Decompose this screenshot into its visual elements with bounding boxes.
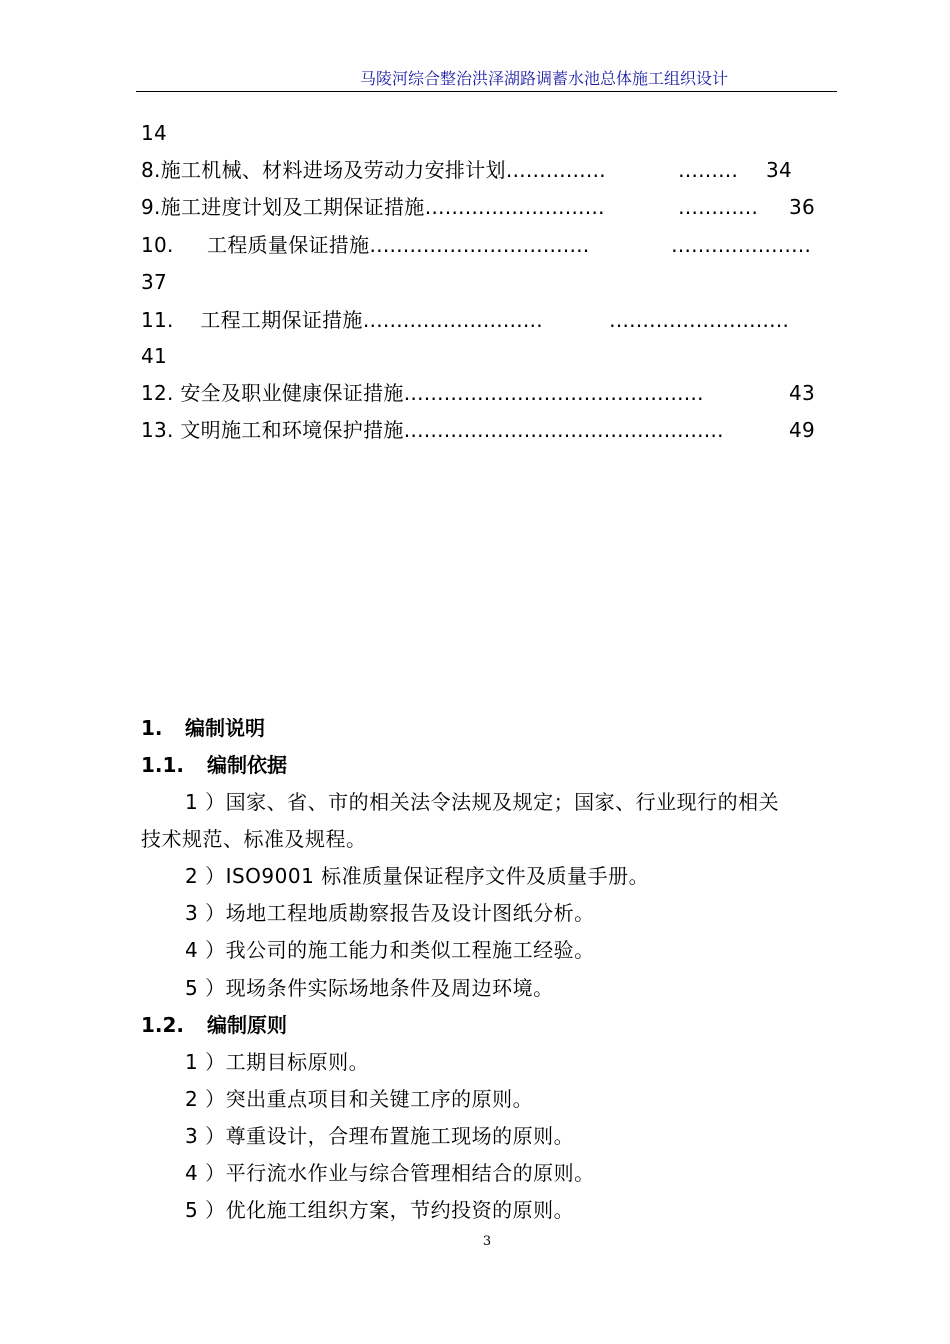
toc-line (141, 158, 793, 182)
toc-line (141, 418, 816, 442)
toc-leader: …………… (505, 158, 606, 182)
list-item-continuation: 技术规范、标准及规程。 (141, 827, 367, 851)
toc-line (141, 233, 811, 257)
toc-leader: ……………………………………… (403, 381, 704, 405)
toc-line (141, 381, 816, 405)
page-number: 3 (482, 1234, 492, 1249)
toc-line (141, 195, 816, 219)
toc-leader: ……………………… (424, 195, 605, 219)
list-item: 1 ）工期目标原则。 (185, 1050, 370, 1074)
toc-page-number: 34 (766, 158, 793, 182)
toc-text: 12. 安全及职业健康保证措施 (141, 381, 404, 405)
toc-leader: ………………………………………… (403, 418, 724, 442)
section-title: 编制说明 (185, 716, 265, 740)
section-heading (141, 716, 265, 740)
toc-text: 9.施工进度计划及工期保证措施 (141, 195, 425, 219)
toc-text: 37 (141, 270, 168, 294)
subsection-heading (141, 1013, 287, 1037)
list-item: 4 ）我公司的施工能力和类似工程施工经验。 (185, 938, 595, 962)
subsection-title: 编制依据 (207, 753, 287, 777)
section-number: 1. (141, 716, 163, 740)
subsection-number: 1.1. (141, 753, 185, 777)
toc-text: 14 (141, 121, 168, 145)
toc-text: 10. 工程质量保证措施 (141, 233, 370, 257)
toc-leader: ………… (678, 195, 758, 219)
toc-text: 11. 工程工期保证措施 (141, 308, 363, 332)
toc-line (141, 121, 167, 145)
subsection-title: 编制原则 (207, 1013, 287, 1037)
toc-text: 41 (141, 344, 168, 368)
toc-page-number: 36 (789, 195, 816, 219)
toc-text: 8.施工机械、材料进场及劳动力安排计划 (141, 158, 506, 182)
list-item: 4 ）平行流水作业与综合管理相结合的原则。 (185, 1161, 595, 1185)
toc-leader: ……………………… (362, 308, 543, 332)
toc-page-number: 43 (789, 381, 816, 405)
list-item: 2 ）突出重点项目和关键工序的原则。 (185, 1087, 534, 1111)
toc-text: 13. 文明施工和环境保护措施 (141, 418, 404, 442)
toc-page-number: 49 (789, 418, 816, 442)
toc-leader: ………………… (671, 233, 811, 257)
header-divider (136, 91, 837, 92)
toc-leader: ……… (678, 158, 738, 182)
subsection-heading (141, 753, 287, 777)
toc-leader: ……………………… (609, 308, 789, 332)
list-item: 3 ）尊重设计，合理布置施工现场的原则。 (185, 1124, 575, 1148)
list-item: 5 ）现场条件实际场地条件及周边环境。 (185, 976, 554, 1000)
toc-leader: …………………………… (369, 233, 590, 257)
toc-line (141, 344, 167, 368)
list-item: 1 ）国家、省、市的相关法令法规及规定；国家、行业现行的相关 (185, 790, 780, 814)
toc-line (141, 270, 167, 294)
document-title: 马陵河综合整治洪泽湖路调蓄水池总体施工组织设计 (359, 69, 728, 88)
toc-line (141, 308, 789, 332)
list-item: 2 ）ISO9001 标准质量保证程序文件及质量手册。 (185, 864, 650, 888)
list-item: 5 ）优化施工组织方案，节约投资的原则。 (185, 1198, 575, 1222)
list-item: 3 ）场地工程地质勘察报告及设计图纸分析。 (185, 901, 595, 925)
subsection-number: 1.2. (141, 1013, 185, 1037)
